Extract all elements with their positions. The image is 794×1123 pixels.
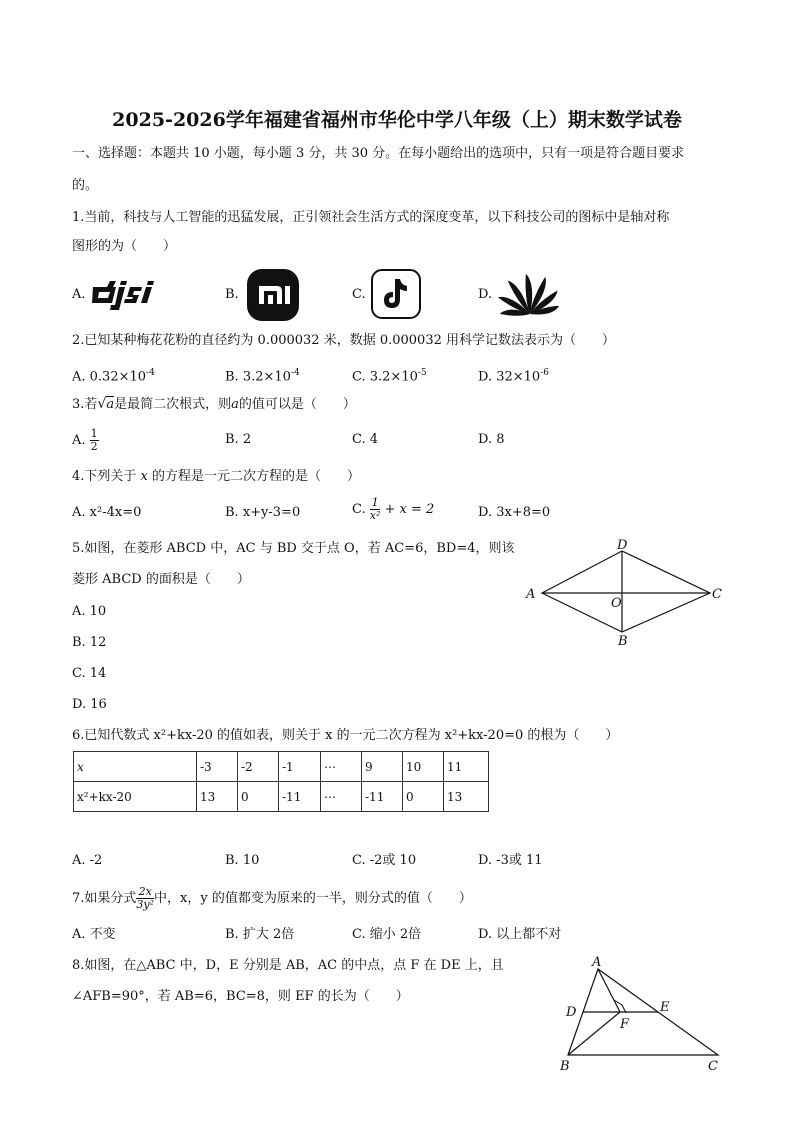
q6-option-d: D. -3或 11 (478, 853, 543, 868)
q5-stem-cont: 菱形 ABCD 的面积是（ ） (72, 572, 250, 587)
table-row (74, 752, 489, 782)
section-instruction-cont: 的。 (72, 178, 99, 193)
table-cell: 13 (444, 782, 489, 812)
table-cell: 0 (403, 782, 444, 812)
q3-stem: 3.若√a是最简二次根式，则a的值可以是（ ） (72, 396, 356, 412)
triangle-label-c: C (708, 1059, 718, 1074)
tiktok-logo (370, 268, 422, 320)
q5-stem: 5.如图，在菱形 ABCD 中，AC 与 BD 交于点 O，若 AC=6，BD=4，则该 (72, 541, 515, 556)
q4-option-b: B. x+y-3=0 (225, 505, 301, 520)
table-row (74, 782, 489, 812)
table-cell: x²+kx-20 (74, 782, 197, 812)
rhombus-label-o: O (611, 596, 622, 611)
table-cell: 0 (238, 782, 279, 812)
q3-option-c: C. 4 (352, 432, 379, 447)
q6-option-b: B. 10 (225, 853, 260, 868)
mi-logo (246, 268, 300, 322)
q5-option-b: B. 12 (72, 635, 107, 650)
q8-stem: 8.如图，在△ABC 中，D，E 分别是 AB，AC 的中点，点 F 在 DE 上，且 (72, 958, 504, 973)
q3-option-b: B. 2 (225, 432, 252, 447)
q2-option-c: C. $3.2\times 10^{-5}$ (352, 368, 427, 385)
dji-logo (90, 277, 160, 311)
triangle-label-d: D (566, 1005, 577, 1020)
q5-option-d: D. 16 (72, 697, 107, 712)
q1-option-a-label: A. (72, 287, 86, 302)
huawei-logo (496, 270, 564, 316)
section-instruction: 一、选择题：本题共 10 小题，每小题 3 分，共 30 分。在每小题给出的选项中，只有一项是符合题目要求 (72, 146, 685, 161)
q6-stem: 6.已知代数式 x²+kx-20 的值如表，则关于 x 的一元二次方程为 x²+kx-20=0 的根为（ ） (72, 728, 619, 743)
table-cell: -11 (362, 782, 403, 812)
triangle-label-b: B (560, 1059, 570, 1074)
q1-stem-cont: 图形的为（ ） (72, 239, 177, 254)
q2-option-a: A. $0.32\times 10^{-4}$ (72, 368, 155, 385)
q5-option-a: A. 10 (72, 604, 107, 619)
table-cell: -11 (279, 782, 321, 812)
q7-stem: 7.如果分式 $\frac{2x}{\text{3y²}}$ 中，x，y 的值都变为原来的一半，则分式的值（ ） (72, 885, 472, 911)
table-cell: -3 (197, 752, 238, 782)
triangle-label-a: A (592, 955, 602, 970)
table-cell: 9 (362, 752, 403, 782)
q1-option-b-label: B. (225, 287, 239, 302)
table-cell: 11 (444, 752, 489, 782)
q1-option-c-label: C. (352, 287, 366, 302)
q6-option-a: A. -2 (72, 853, 103, 868)
rhombus-label-c: C (712, 587, 722, 602)
triangle-label-f: F (620, 1017, 630, 1032)
table-cell: ⋯ (321, 782, 362, 812)
q4-option-c: C. $\frac{1}{\text{x²}}$ + x = 2 (352, 496, 435, 522)
q2-stem: 2.已知某种梅花花粉的直径约为 0.000032 米，数据 0.000032 用科学记数法表示为（ ） (72, 333, 615, 348)
q4-option-d: D. 3x+8=0 (478, 505, 551, 520)
rhombus-figure (520, 535, 730, 650)
triangle-label-e: E (660, 1000, 670, 1015)
q4-stem: 4.下列关于 x 的方程是一元二次方程的是（ ） (72, 469, 361, 484)
q6-option-c: C. -2或 10 (352, 853, 417, 868)
q7-option-a: A. 不变 (72, 927, 116, 942)
q3-option-d: D. 8 (478, 432, 505, 447)
triangle-figure (556, 955, 726, 1075)
q7-option-b: B. 扩大 2倍 (225, 927, 295, 942)
q2-option-d: D. $32\times 10^{-6}$ (478, 368, 549, 385)
value-table (73, 751, 489, 812)
table-cell: -2 (238, 752, 279, 782)
q8-stem-cont: ∠AFB=90°，若 AB=6，BC=8，则 EF 的长为（ ） (72, 989, 409, 1004)
q3-option-a: A. $\frac{1}{2}$ (72, 427, 98, 453)
q7-option-d: D. 以上都不对 (478, 927, 562, 942)
q2-option-b: B. $3.2\times 10^{-4}$ (225, 368, 300, 385)
table-cell: 10 (403, 752, 444, 782)
q4-option-a: A. x²-4x=0 (72, 505, 142, 520)
q5-option-c: C. 14 (72, 666, 107, 681)
q1-option-d-label: D. (478, 287, 493, 302)
table-cell: ⋯ (321, 752, 362, 782)
table-cell: -1 (279, 752, 321, 782)
table-cell: x (74, 752, 197, 782)
rhombus-label-b: B (618, 634, 628, 649)
rhombus-label-a: A (526, 587, 536, 602)
table-cell: 13 (197, 782, 238, 812)
q1-stem: 1.当前，科技与人工智能的迅猛发展，正引领社会生活方式的深度变革，以下科技公司的图标中是轴对称 (72, 210, 670, 225)
exam-title: 2025-2026学年福建省福州市华伦中学八年级（上）期末数学试卷 (112, 109, 682, 131)
q7-option-c: C. 缩小 2倍 (352, 927, 422, 942)
rhombus-label-d: D (617, 538, 628, 553)
